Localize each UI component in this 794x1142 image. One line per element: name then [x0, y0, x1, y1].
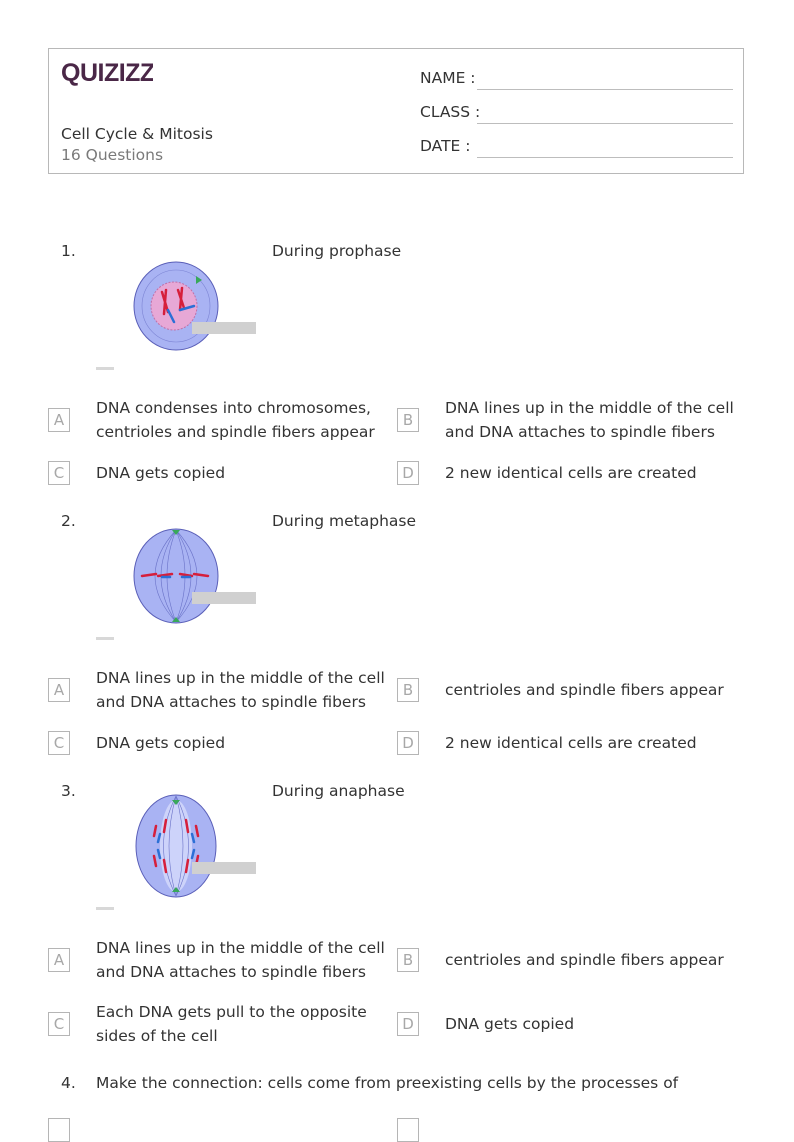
- question-count: 16 Questions: [61, 146, 164, 164]
- option-text[interactable]: 2 new identical cells are created: [445, 464, 697, 482]
- option-text[interactable]: DNA gets copied: [96, 464, 226, 482]
- option-letter[interactable]: B: [397, 408, 419, 432]
- worksheet-header: [48, 48, 744, 174]
- option-text[interactable]: centrioles and spindle fibers appear: [445, 951, 724, 969]
- question-text: During prophase: [272, 242, 402, 260]
- class-field[interactable]: [477, 123, 733, 124]
- question-number: 3.: [61, 782, 76, 800]
- option-letter[interactable]: C: [48, 731, 70, 755]
- anaphase-cell-image: [96, 792, 258, 916]
- option-letter[interactable]: [48, 1118, 70, 1142]
- option-text[interactable]: DNA condenses into chromosomes, centrioles and spindle fibers appear: [96, 399, 375, 441]
- option-letter[interactable]: A: [48, 678, 70, 702]
- option-text[interactable]: 2 new identical cells are created: [445, 734, 697, 752]
- option-letter[interactable]: A: [48, 408, 70, 432]
- option-letter[interactable]: D: [397, 731, 419, 755]
- prophase-cell-image: [96, 252, 258, 376]
- question-number: 4.: [61, 1074, 76, 1092]
- option-letter[interactable]: B: [397, 948, 419, 972]
- option-text[interactable]: DNA lines up in the middle of the cell and DNA attaches to spindle fibers: [96, 939, 385, 981]
- option-text[interactable]: centrioles and spindle fibers appear: [445, 681, 724, 699]
- date-field[interactable]: [477, 157, 733, 158]
- option-letter[interactable]: D: [397, 461, 419, 485]
- option-text[interactable]: DNA gets copied: [445, 1015, 575, 1033]
- option-letter[interactable]: [397, 1118, 419, 1142]
- option-letter[interactable]: C: [48, 1012, 70, 1036]
- option-letter[interactable]: D: [397, 1012, 419, 1036]
- option-letter[interactable]: B: [397, 678, 419, 702]
- option-text[interactable]: Each DNA gets pull to the opposite sides of the cell: [96, 1003, 367, 1045]
- date-label: DATE :: [420, 137, 471, 155]
- name-label: NAME :: [420, 69, 476, 87]
- question-number: 2.: [61, 512, 76, 530]
- name-field[interactable]: [477, 89, 733, 90]
- metaphase-cell-image: [96, 522, 258, 646]
- question-text: During anaphase: [272, 782, 405, 800]
- option-text[interactable]: DNA lines up in the middle of the cell and DNA attaches to spindle fibers: [96, 669, 385, 711]
- question-text: Make the connection: cells come from preexisting cells by the processes of: [96, 1074, 679, 1092]
- option-text[interactable]: DNA gets copied: [96, 734, 226, 752]
- question-number: 1.: [61, 242, 76, 260]
- option-text[interactable]: DNA lines up in the middle of the cell and DNA attaches to spindle fibers: [445, 399, 734, 441]
- svg-text:QUIZIZZ: QUIZIZZ: [61, 59, 153, 87]
- question-text: During metaphase: [272, 512, 417, 530]
- option-letter[interactable]: C: [48, 461, 70, 485]
- quizizz-logo: [61, 59, 153, 91]
- option-letter[interactable]: A: [48, 948, 70, 972]
- class-label: CLASS :: [420, 103, 481, 121]
- worksheet-title: Cell Cycle & Mitosis: [61, 125, 213, 143]
